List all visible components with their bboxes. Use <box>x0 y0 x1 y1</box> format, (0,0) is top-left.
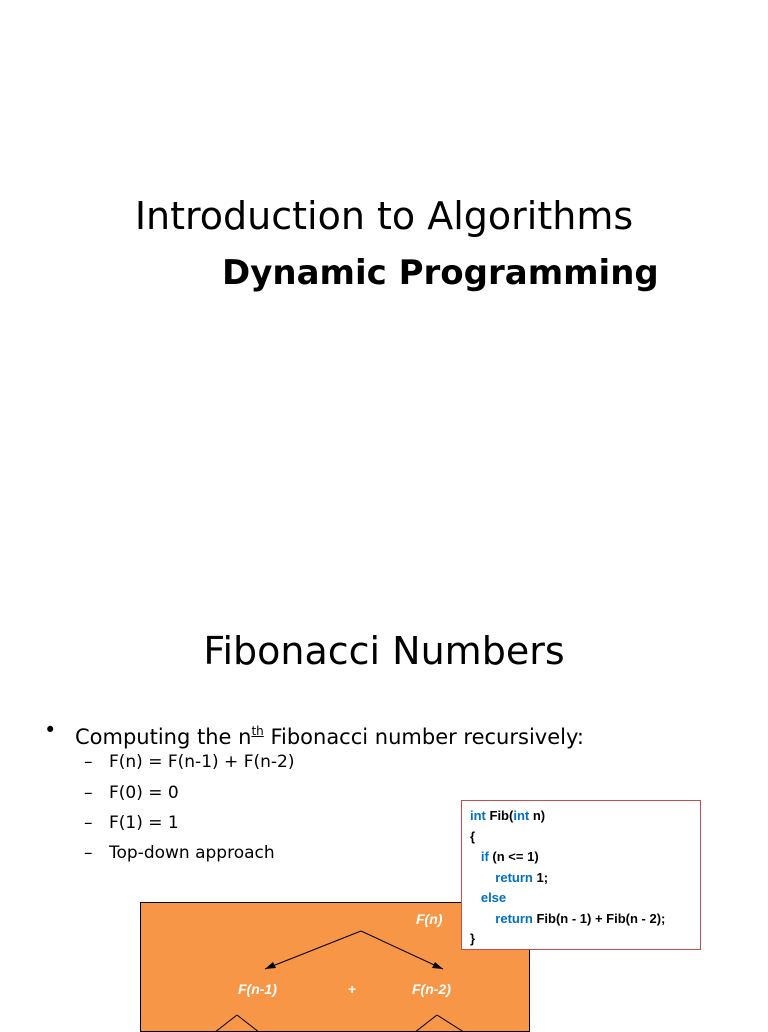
arrowhead-icon <box>432 962 443 969</box>
slide-title: Fibonacci Numbers <box>203 629 565 673</box>
code-line: return Fib(n - 1) + Fib(n - 2); <box>495 910 666 926</box>
slide-title: Introduction to Algorithms <box>134 194 634 238</box>
tree-edge <box>265 931 361 969</box>
bullet-icon: • <box>44 718 57 742</box>
code-line: if (n <= 1) <box>480 849 539 864</box>
slide-subtitle: Dynamic Programming <box>222 253 659 293</box>
sub-item-text: F(0) = 0 <box>109 783 179 803</box>
code-line: } <box>470 931 476 946</box>
sub-item-text: Top-down approach <box>109 843 275 863</box>
sub-item-text: F(n) = F(n-1) + F(n-2) <box>109 752 295 772</box>
tree-node-right: F(n-2) <box>412 981 451 997</box>
arrowhead-icon <box>265 962 276 969</box>
dash-icon: – <box>84 843 93 863</box>
fibonacci-slide <box>0 576 768 1024</box>
sub-item-text: F(1) = 1 <box>109 813 179 833</box>
code-line: int Fib(int n) <box>470 808 546 823</box>
bullet-text: Computing the $n^{th}$ Fibonacci number recursively: <box>75 724 584 749</box>
tree-edge <box>361 931 443 969</box>
dash-icon: – <box>84 783 93 803</box>
superscript: th <box>251 724 264 738</box>
dash-icon: – <box>84 813 93 833</box>
tree-node-root: F(n) <box>416 911 443 927</box>
tree-plus-sign: + <box>348 981 357 997</box>
code-line: return 1; <box>495 869 549 885</box>
code-line: else <box>480 890 507 905</box>
code-snippet <box>461 800 701 950</box>
dash-icon: – <box>84 752 93 772</box>
code-line: { <box>470 828 476 844</box>
tree-node-left: F(n-1) <box>238 981 277 997</box>
